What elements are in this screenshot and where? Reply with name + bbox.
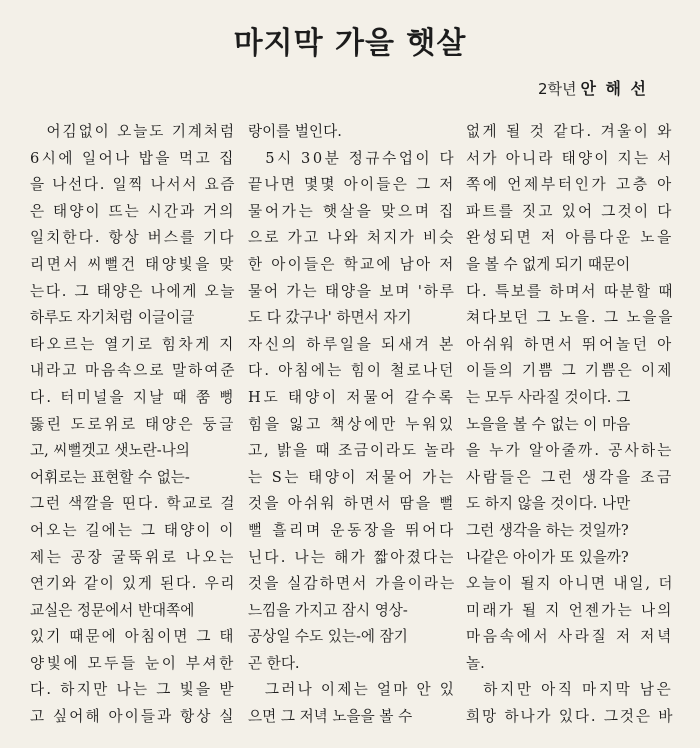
- text-line: 다. 아침에는 힘이 철로나던: [248, 362, 456, 380]
- text-line: 는다. 그 태양은 나에게 오늘: [30, 282, 237, 300]
- text-column-1: [30, 119, 236, 731]
- text-line: 아쉬워 하면서 뛰어놀던 아: [466, 335, 675, 353]
- text-line: 것을 실감하면서 가을이라는: [248, 575, 457, 593]
- text-line: 일치한다. 항상 버스를 기다: [30, 229, 236, 247]
- text-line: 양빛에 모두들 눈이 부셔한: [30, 654, 236, 672]
- text-line: 교실은 정문에서 반대쪽에: [30, 601, 195, 619]
- text-line: 이들의 기쁨 그 기쁨은 이제: [466, 362, 674, 380]
- text-line: 곤 한다.: [248, 654, 300, 672]
- text-line: 도 하지 않을 것이다. 나만: [466, 495, 631, 513]
- article-title: 마지막 가을 햇살: [233, 26, 467, 61]
- text-line: 파트를 짓고 있어 그것이 다: [466, 202, 674, 220]
- text-line: 닌다. 나는 해가 짧아졌다는: [248, 548, 456, 566]
- text-column-3: [466, 119, 674, 731]
- text-line: 자신의 하루일을 되새겨 본: [248, 335, 457, 353]
- text-line: 그런 색깔을 띤다. 학교로 걸: [30, 495, 237, 513]
- text-line: 마음속에서 사라질 저 저녁: [466, 628, 675, 646]
- text-line: 그러나 이제는 얼마 안 있: [248, 681, 457, 699]
- text-line: 있기 때문에 아침이면 그 태: [30, 628, 236, 646]
- text-line: 고 싶어해 아이들과 항상 실: [30, 708, 236, 726]
- text-column-2: [248, 119, 456, 731]
- text-line: 물어 가는 태양을 보며 '하루: [248, 282, 456, 300]
- text-line: 는 모두 사라질 것이다. 그: [466, 388, 631, 406]
- text-line: 노을을 볼 수 없는 이 마음: [466, 415, 631, 433]
- text-line: 없게 될 것 같다. 겨울이 와: [466, 123, 674, 140]
- text-line: 공상일 수도 있는-에 잠기: [248, 628, 408, 646]
- text-line: 랑이를 벌인다.: [248, 123, 342, 140]
- text-line: 쪽에 언제부터인가 고층 아: [466, 176, 675, 194]
- text-line: 느낌을 가지고 잠시 영상-: [248, 601, 408, 619]
- text-line: 서가 아니라 태양이 지는 서: [466, 149, 674, 167]
- text-line: 연기와 같이 있게 된다. 우리: [30, 575, 237, 593]
- text-line: 어휘로는 표현할 수 없는-: [30, 468, 190, 486]
- text-line: 다. 터미널을 지날 때 쭘 뻥: [30, 388, 236, 406]
- text-line: 물어가는 햇살을 맞으며 집: [248, 202, 457, 220]
- text-line: 뻘 흘리며 운동장을 뛰어다: [248, 521, 457, 539]
- author-name: 안 해 선: [580, 79, 648, 98]
- text-line: 놀.: [466, 654, 485, 672]
- text-line: 뚫린 도로위로 태양은 둥글: [30, 415, 236, 433]
- text-line: 타오르는 열기로 힘차게 지: [30, 335, 236, 353]
- text-line: 하루도 자기처럼 이글이글: [30, 309, 195, 327]
- byline: [538, 76, 648, 99]
- text-line: 사람들은 그런 생각을 조금: [466, 468, 675, 486]
- text-line: 으로 가고 나와 처지가 비슷: [248, 229, 456, 247]
- text-line: 나같은 아이가 또 있을까?: [466, 548, 629, 566]
- text-line: 으면 그 저녁 노을을 볼 수: [248, 708, 413, 726]
- text-line: 내라고 마음속으로 말하여준: [30, 362, 237, 380]
- text-line: 완성되면 저 아름다운 노을: [466, 229, 675, 247]
- text-line: 5시 30분 정규수업이 다: [248, 149, 457, 167]
- text-line: 힘을 잃고 책상에만 누워있: [248, 415, 457, 433]
- text-line: 다. 특보를 하며서 따분할 때: [466, 282, 675, 300]
- text-line: 고, 밝을 때 조금이라도 놀라: [248, 442, 457, 460]
- text-line: 을 누가 알아줄까. 공사하는: [466, 442, 674, 460]
- text-line: 을 볼 수 없게 되기 때문이: [466, 255, 631, 273]
- text-line: 쳐다보던 그 노을. 그 노을을: [466, 309, 675, 327]
- text-line: 제는 공장 굴뚝위로 나오는: [30, 548, 236, 566]
- text-line: 는 S는 태양이 저물어 가는: [248, 468, 456, 486]
- text-line: 미래가 될 지 언젠가는 나의: [466, 601, 674, 619]
- text-line: 은 태양이 뜨는 시간과 거의: [30, 202, 236, 220]
- text-line: 리면서 씨뻘건 태양빛을 맞: [30, 255, 236, 273]
- text-line: 고, 씨뻘겟고 샛노란-나의: [30, 442, 190, 460]
- text-line: 오늘이 될지 아니면 내일, 더: [466, 575, 675, 593]
- text-line: 끝나면 몇몇 아이들은 그 저: [248, 176, 456, 194]
- text-line: 한 아이들은 학교에 남아 저: [248, 255, 456, 273]
- text-line: 희망 하나가 있다. 그것은 바: [466, 708, 675, 726]
- text-line: H도 태양이 저물어 갈수록: [248, 388, 456, 406]
- text-line: 하지만 아직 마지막 남은: [466, 681, 674, 699]
- text-line: 그런 생각을 하는 것일까?: [466, 521, 629, 539]
- text-line: 도 다 갔구나' 하면서 자기: [248, 309, 412, 327]
- text-line: 6시에 일어나 밥을 먹고 집: [30, 149, 236, 167]
- author-grade: 2학년: [537, 80, 577, 98]
- text-line: 을 나선다. 일찍 나서서 요즘: [30, 176, 237, 194]
- text-line: 어김없이 오늘도 기계처럼: [30, 123, 236, 140]
- text-line: 다. 하지만 나는 그 빛을 받: [30, 681, 236, 699]
- text-line: 것을 아쉬워 하면서 땀을 뻘: [248, 495, 456, 513]
- text-line: 어오는 길에는 그 태양이 이: [30, 521, 236, 539]
